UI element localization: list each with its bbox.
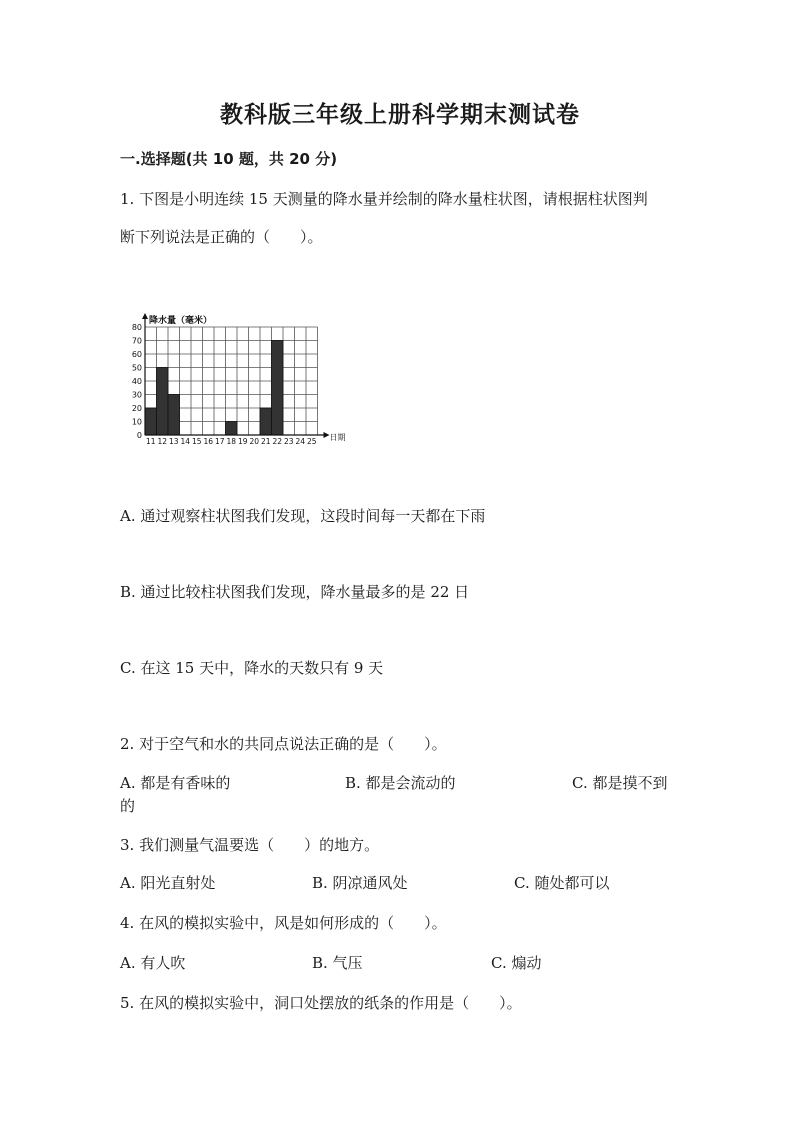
- section-heading: 一.选择题(共 10 题，共 20 分): [120, 150, 338, 168]
- y-tick-label: 0: [136, 431, 142, 440]
- x-tick-label: 15: [191, 437, 202, 446]
- x-tick-label: 18: [226, 437, 237, 446]
- y-axis-title: 降水量（毫米）: [149, 316, 213, 326]
- q4-option-a: A. 有人吹: [120, 954, 186, 972]
- q2-option-a: A. 都是有香味的: [120, 774, 231, 792]
- x-axis-title: 日期: [329, 433, 346, 442]
- y-tick-label: 40: [131, 377, 142, 386]
- bar-13: [168, 395, 180, 436]
- x-tick-label: 16: [203, 437, 214, 446]
- q4-option-c: C. 煽动: [491, 954, 542, 972]
- bar-18: [226, 422, 238, 436]
- x-tick-label: 12: [157, 437, 168, 446]
- x-tick-label: 24: [295, 437, 306, 446]
- x-tick-label: 20: [249, 437, 260, 446]
- y-tick-label: 30: [131, 390, 142, 400]
- q3-option-a: A. 阳光直射处: [120, 874, 216, 892]
- q4-stem: 4. 在风的模拟实验中，风是如何形成的（ ）。: [120, 914, 447, 932]
- q4-option-b: B. 气压: [312, 954, 363, 972]
- x-tick-label: 11: [145, 437, 156, 446]
- q1-stem-line1: 1. 下图是小明连续 15 天测量的降水量并绘制的降水量柱状图，请根据柱状图判: [120, 190, 648, 208]
- y-tick-label: 60: [131, 350, 142, 359]
- x-tick-label: 17: [214, 437, 225, 446]
- x-tick-label: 13: [168, 437, 179, 446]
- q1-option-c: C. 在这 15 天中，降水的天数只有 9 天: [120, 659, 384, 677]
- y-axis-arrow: [142, 313, 148, 319]
- q3-option-c: C. 随处都可以: [514, 874, 610, 892]
- q1-option-a: A. 通过观察柱状图我们发现，这段时间每一天都在下雨: [120, 507, 486, 525]
- q2-stem: 2. 对于空气和水的共同点说法正确的是（ ）。: [120, 735, 447, 753]
- q3-option-b: B. 阴凉通风处: [312, 874, 408, 892]
- y-tick-label: 50: [131, 363, 142, 373]
- y-tick-label: 20: [131, 404, 142, 413]
- bar-11: [145, 408, 157, 435]
- y-tick-label: 10: [131, 417, 142, 427]
- q5-stem: 5. 在风的模拟实验中，洞口处摆放的纸条的作用是（ ）。: [120, 994, 522, 1012]
- y-tick-label: 70: [131, 336, 142, 346]
- x-tick-label: 21: [260, 437, 271, 446]
- x-tick-label: 25: [306, 437, 317, 446]
- y-tick-label: 80: [131, 323, 142, 332]
- q2-option-c: C. 都是摸不到: [572, 774, 668, 792]
- bar-12: [157, 368, 169, 436]
- precipitation-bar-chart: [125, 290, 365, 455]
- q1-stem-line2: 断下列说法是正确的（ ）。: [120, 228, 323, 246]
- x-tick-label: 22: [272, 437, 283, 446]
- q3-stem: 3. 我们测量气温要选（ ）的地方。: [120, 836, 380, 854]
- q2-option-b: B. 都是会流动的: [345, 774, 456, 792]
- x-tick-label: 19: [237, 437, 248, 446]
- x-tick-label: 23: [283, 437, 294, 446]
- page-title: 教科版三年级上册科学期末测试卷: [220, 101, 580, 128]
- bar-21: [260, 408, 272, 435]
- x-tick-label: 14: [180, 437, 191, 446]
- q2-option-c-wrap: 的: [120, 797, 136, 815]
- bar-22: [272, 341, 284, 436]
- q1-option-b: B. 通过比较柱状图我们发现，降水量最多的是 22 日: [120, 583, 470, 601]
